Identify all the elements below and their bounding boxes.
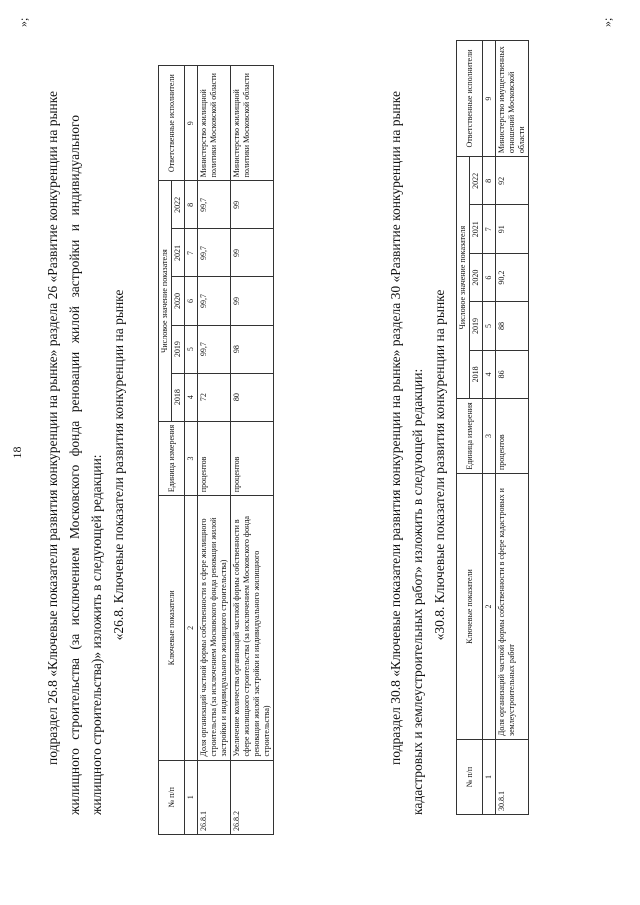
row-value: 88 [496,302,529,350]
column-index-row [483,41,496,815]
text-line: кадастровых и землеустроительных работ» изложить в следующей редакции: [410,368,425,815]
row-value: 99 [231,229,274,277]
table-caption: «26.8. Ключевые показатели развития конкуренции на рынке [111,289,126,641]
row-value: 99,7 [198,325,231,373]
header-year: 2020 [470,253,483,301]
table-row [496,41,529,815]
row-value: 86 [496,350,529,398]
row-unit: процентов [198,421,231,495]
row-unit: процентов [231,421,274,495]
header-responsible: Ответственные исполнители [457,41,483,157]
index-cell: 6 [483,253,496,301]
header-year: 2021 [172,229,185,277]
closing-quote-2: »; [600,17,614,27]
index-cell: 3 [185,421,198,495]
row-num: 26.8.2 [231,760,274,834]
header-year: 2019 [172,325,185,373]
row-value: 90,2 [496,253,529,301]
row-responsible: Министерство имущественных отношений Московской области [496,41,529,157]
row-value: 80 [231,373,274,421]
header-year: 2018 [172,373,185,421]
row-value: 99,7 [198,277,231,325]
text-line: жилищного строительства)» изложить в следующей редакции: [89,454,104,815]
row-value: 99 [231,277,274,325]
header-year: 2022 [470,157,483,205]
row-num: 26.8.1 [198,760,231,834]
index-cell: 9 [185,66,198,181]
header-num: № п/п [159,760,185,834]
header-year: 2021 [470,205,483,253]
index-cell: 6 [185,277,198,325]
index-cell: 5 [185,325,198,373]
table-row [231,66,274,835]
row-value: 99 [231,181,274,229]
index-cell: 4 [185,373,198,421]
index-cell: 7 [483,205,496,253]
closing-quote-1: »; [16,17,30,27]
header-num: № п/п [457,740,483,815]
column-index-row [185,66,198,835]
text-line: подраздел 26.8 «Ключевые показатели развития конкуренции на рынке» раздела 26 «Развитие конкуренции на рынке [45,91,60,765]
row-responsible: Министерство жилищной политики Московской области [198,66,231,181]
index-cell: 1 [185,760,198,834]
row-indicator: Увеличение количества организаций частной формы собственности в сфере жилищного строительства (за исключением Московского фонда реновации жилой застройки и индивидуального жилищного строительства) [231,496,274,760]
header-responsible: Ответственные исполнители [159,66,185,181]
index-cell: 5 [483,302,496,350]
header-values-group: Числовое значение показателя [457,157,470,399]
header-values-group: Числовое значение показателя [159,181,172,421]
index-cell: 2 [185,496,198,760]
index-cell: 7 [185,229,198,277]
row-value: 91 [496,205,529,253]
row-indicator: Доля организаций частной формы собственности в сфере жилищного строительства (за исключением Московского фонда реновации жилой застройки и индивидуального жилищного строительства) [198,496,231,760]
header-unit: Единица измерения [457,399,483,474]
index-cell: 4 [483,350,496,398]
table-row [198,66,231,835]
row-value: 99,7 [198,181,231,229]
index-cell: 9 [483,41,496,157]
row-indicator: Доля организаций частной формы собственности в сфере кадастровых и землеустроительных работ [496,473,529,739]
page-number: 18 [10,446,24,459]
key-indicators-table-26 [158,65,274,835]
row-num: 30.8.1 [496,740,529,815]
row-unit: процентов [496,399,529,474]
section-26-intro [42,91,130,815]
row-value: 92 [496,157,529,205]
header-indicators: Ключевые показатели [159,496,185,760]
text-line: подраздел 30.8 «Ключевые показатели развития конкуренции на рынке» раздела 30 «Развитие конкуренции на рынке [388,91,403,765]
key-indicators-table-30 [456,40,529,815]
row-responsible: Министерство жилищной политики Московской области [231,66,274,181]
index-cell: 8 [483,157,496,205]
index-cell: 2 [483,473,496,739]
text-line: жилищного строительства (за исключением Московского фонда реновации жилой застройки и индивидуального [67,115,82,815]
row-value: 99,7 [198,229,231,277]
table-caption: «30.8. Ключевые показатели развития конкуренции на рынке [432,289,447,641]
header-year: 2018 [470,350,483,398]
header-indicators: Ключевые показатели [457,473,483,739]
header-unit: Единица измерения [159,421,185,495]
index-cell: 1 [483,740,496,815]
row-value: 72 [198,373,231,421]
row-value: 98 [231,325,274,373]
index-cell: 3 [483,399,496,474]
header-year: 2019 [470,302,483,350]
header-year: 2022 [172,181,185,229]
section-30-intro [385,91,451,815]
header-year: 2020 [172,277,185,325]
index-cell: 8 [185,181,198,229]
